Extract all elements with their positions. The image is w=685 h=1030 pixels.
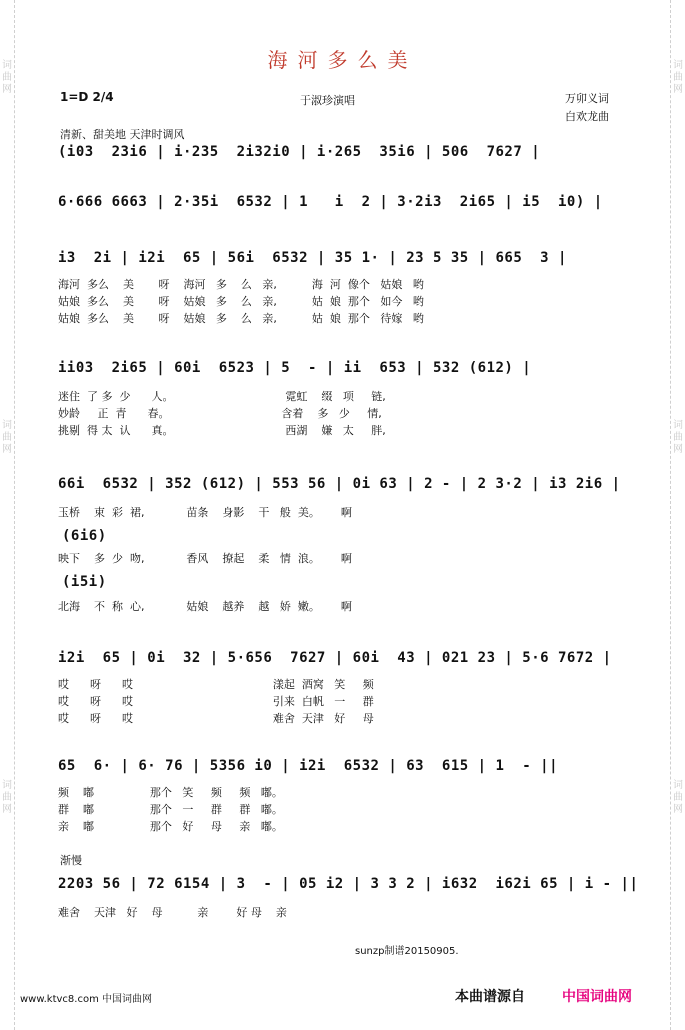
watermark-right: 词曲网 — [673, 60, 683, 95]
lyric-line: 频 嘟 那个 笑 频 频 嘟。 — [58, 786, 283, 799]
transcriber-credit: sunzp制谱20150905. — [355, 946, 459, 957]
lyric-line: 姑娘 多么 美 呀 姑娘 多 么 亲, 姑 娘 那个 待嫁 哟 — [58, 312, 424, 325]
composer-credit: 白欢龙曲 — [565, 110, 609, 123]
score-line: 65 6· | 6· 76 | 5356 i0 | i2i 6532 | 63 615 | 1 - || — [58, 758, 559, 774]
score-line: i2i 65 | 0i 32 | 5·656 7627 | 60i 43 | 021 23 | 5·6 7672 | — [58, 650, 612, 666]
lyric-line: 迷住 了 多 少 人。 霓虹 缀 项 链, — [58, 390, 386, 403]
watermark-left: 词曲网 — [2, 60, 12, 95]
watermark-left: 词曲网 — [2, 420, 12, 455]
lyric-line: 北海 不 称 心, 姑娘 越养 越 娇 嫩。 啊 — [58, 600, 352, 613]
footer-site-name[interactable]: 中国词曲网 — [562, 989, 632, 1005]
lyric-line: 姑娘 多么 美 呀 姑娘 多 么 亲, 姑 娘 那个 如今 哟 — [58, 295, 424, 308]
score-line: ii03 2i65 | 60i 6523 | 5 - | ii 653 | 532 (612) | — [58, 360, 532, 376]
watermark-right: 词曲网 — [673, 780, 683, 815]
footer-source-label: 本曲谱源自 — [455, 989, 525, 1005]
lyric-line: 哎 呀 哎 难舍 天津 好 母 — [58, 712, 374, 725]
footer-website[interactable]: www.ktvc8.com 中国词曲网 — [20, 994, 153, 1005]
watermark-right: 词曲网 — [673, 420, 683, 455]
score-line: 6·666 6663 | 2·35i 6532 | 1 i 2 | 3·2i3 2i65 | i5 i0) | — [58, 194, 603, 210]
score-line: (i5i) — [62, 574, 107, 590]
lyric-line: 妙龄 正 青 春。 含着 多 少 情, — [58, 407, 382, 420]
lyric-line: 玉桥 束 彩 裙, 苗条 身影 干 般 美。 啊 — [58, 506, 352, 519]
right-margin-border — [670, 0, 685, 1030]
lyric-line: 映下 多 少 吻, 香风 撩起 柔 情 浪。 啊 — [58, 552, 352, 565]
performance-style: 清新、甜美地 天津时调风 — [60, 128, 185, 141]
score-line: (i03 23i6 | i·235 2i32i0 | i·265 35i6 | 506 7627 | — [58, 144, 541, 160]
song-title: 海河多么美 — [267, 48, 418, 72]
lyric-line: 群 嘟 那个 一 群 群 嘟。 — [58, 803, 283, 816]
left-margin-border — [0, 0, 15, 1030]
score-line: 66i 6532 | 352 (612) | 553 56 | 0i 63 | 2 - | 2 3·2 | i3 2i6 | — [58, 476, 621, 492]
lyric-line: 亲 嘟 那个 好 母 亲 嘟。 — [58, 820, 283, 833]
lyric-line: 挑剔 得 太 认 真。 西湖 嫌 太 胖, — [58, 424, 386, 437]
lyricist-credit: 万卯义词 — [565, 92, 609, 105]
key-signature: 1=D 2/4 — [60, 90, 114, 104]
score-line: (6i6) — [62, 528, 107, 544]
lyric-line: 难舍 天津 好 母 亲 好 母 亲 — [58, 906, 287, 919]
watermark-left: 词曲网 — [2, 780, 12, 815]
lyric-line: 哎 呀 哎 漾起 酒窝 笑 频 — [58, 678, 374, 691]
lyric-line: 哎 呀 哎 引来 白帆 一 群 — [58, 695, 374, 708]
lyric-line: 海河 多么 美 呀 海河 多 么 亲, 海 河 像个 姑娘 哟 — [58, 278, 424, 291]
score-line: 2203 56 | 72 6154 | 3 - | 05 i2 | 3 3 2 | i632 i62i 65 | i - || — [58, 876, 639, 892]
singer-credit: 于淑珍演唱 — [300, 94, 355, 107]
tempo-mark: 渐慢 — [60, 854, 82, 867]
score-line: i3 2i | i2i 65 | 56i 6532 | 35 1· | 23 5 35 | 665 3 | — [58, 250, 567, 266]
